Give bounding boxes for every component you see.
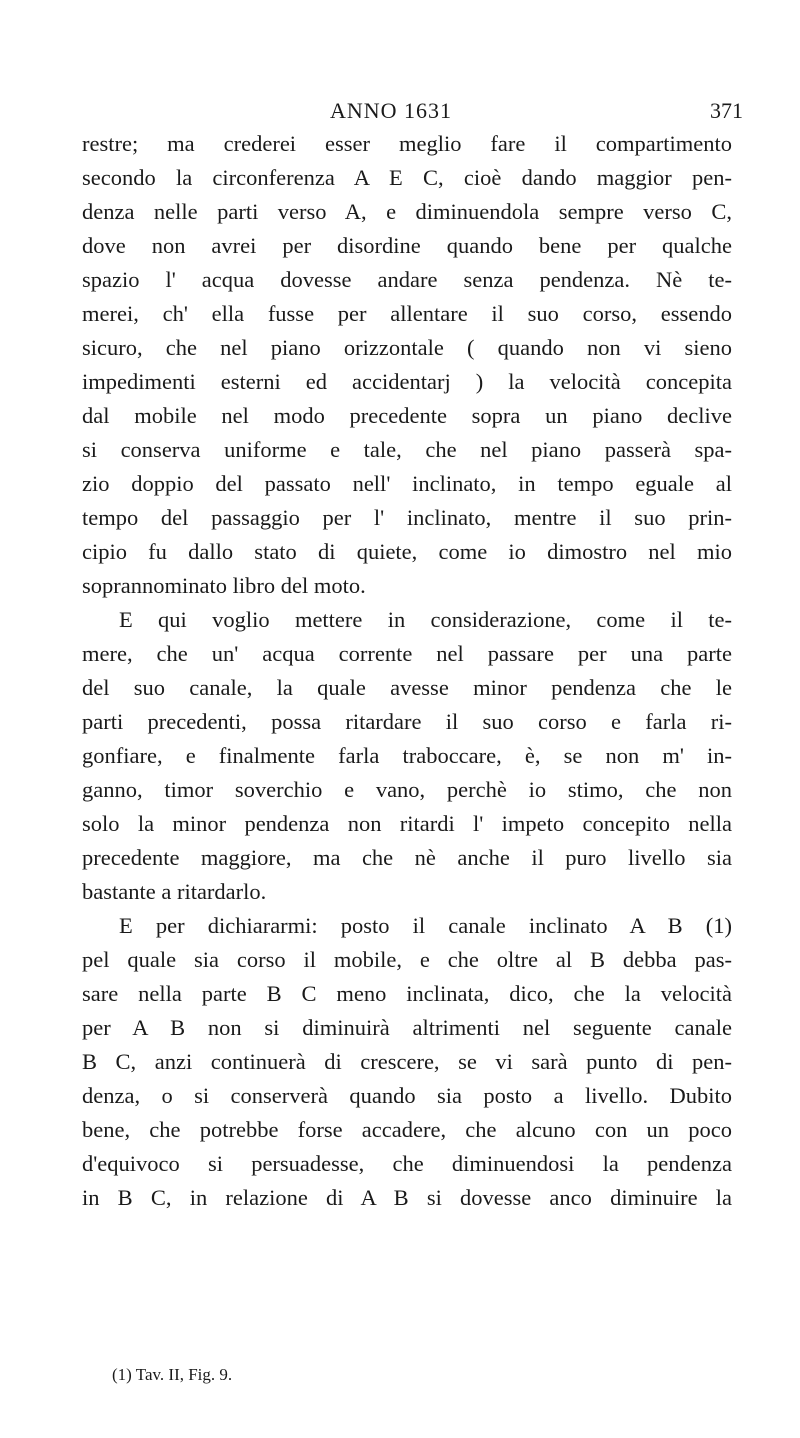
running-title: ANNO 1631 bbox=[330, 98, 453, 123]
page-number: 371 bbox=[710, 98, 743, 123]
text-line: sare nella parte B C meno inclinata, dico, che la velocità bbox=[82, 981, 732, 1006]
text-line: soprannominato libro del moto. bbox=[82, 573, 366, 598]
running-head bbox=[0, 96, 800, 126]
text-line: d'equivoco si persuadesse, che diminuendosi la pendenza bbox=[82, 1151, 732, 1176]
text-line: E qui voglio mettere in considerazione, come il te- bbox=[119, 607, 732, 632]
text-line: merei, ch' ella fusse per allentare il suo corso, essendo bbox=[82, 301, 732, 326]
text-line: tempo del passaggio per l' inclinato, mentre il suo prin- bbox=[82, 505, 732, 530]
text-line: spazio l' acqua dovesse andare senza pendenza. Nè te- bbox=[82, 267, 732, 292]
text-line: E per dichiararmi: posto il canale inclinato A B (1) bbox=[119, 913, 732, 938]
text-line: B C, anzi continuerà di crescere, se vi sarà punto di pen- bbox=[82, 1049, 732, 1074]
text-line: in B C, in relazione di A B si dovesse anco diminuire la bbox=[82, 1185, 732, 1210]
text-line: precedente maggiore, ma che nè anche il puro livello sia bbox=[82, 845, 732, 870]
text-line: mere, che un' acqua corrente nel passare per una parte bbox=[82, 641, 732, 666]
text-line: si conserva uniforme e tale, che nel piano passerà spa- bbox=[82, 437, 732, 462]
text-line: per A B non si diminuirà altrimenti nel seguente canale bbox=[82, 1015, 732, 1040]
paragraph bbox=[82, 127, 732, 603]
text-line: pel quale sia corso il mobile, e che oltre al B debba pas- bbox=[82, 947, 732, 972]
text-line: denza nelle parti verso A, e diminuendola sempre verso C, bbox=[82, 199, 732, 224]
text-line: cipio fu dallo stato di quiete, come io dimostro nel mio bbox=[82, 539, 732, 564]
text-line: parti precedenti, possa ritardare il suo corso e farla ri- bbox=[82, 709, 732, 734]
text-line: gonfiare, e finalmente farla traboccare, è, se non m' in- bbox=[82, 743, 732, 768]
text-line: ganno, timor soverchio e vano, perchè io stimo, che non bbox=[82, 777, 732, 802]
text-line: bene, che potrebbe forse accadere, che alcuno con un poco bbox=[82, 1117, 732, 1142]
text-line: solo la minor pendenza non ritardi l' impeto concepito nella bbox=[82, 811, 732, 836]
text-line: bastante a ritardarlo. bbox=[82, 879, 267, 904]
text-line: del suo canale, la quale avesse minor pendenza che le bbox=[82, 675, 732, 700]
text-line: impedimenti esterni ed accidentarj ) la velocità concepita bbox=[82, 369, 732, 394]
text-line: secondo la circonferenza A E C, cioè dando maggior pen- bbox=[82, 165, 732, 190]
footnote: (1) Tav. II, Fig. 9. bbox=[112, 1365, 233, 1384]
text-line: denza, o si conserverà quando sia posto a livello. Dubito bbox=[82, 1083, 732, 1108]
text-line: restre; ma crederei esser meglio fare il compartimento bbox=[82, 131, 732, 156]
text-line: dove non avrei per disordine quando bene per qualche bbox=[82, 233, 732, 258]
text-line: dal mobile nel modo precedente sopra un piano declive bbox=[82, 403, 732, 428]
text-line: sicuro, che nel piano orizzontale ( quando non vi sieno bbox=[82, 335, 732, 360]
paragraph bbox=[82, 909, 732, 1215]
paragraph bbox=[82, 603, 732, 909]
body-text bbox=[82, 127, 732, 1215]
text-line: zio doppio del passato nell' inclinato, in tempo eguale al bbox=[82, 471, 732, 496]
